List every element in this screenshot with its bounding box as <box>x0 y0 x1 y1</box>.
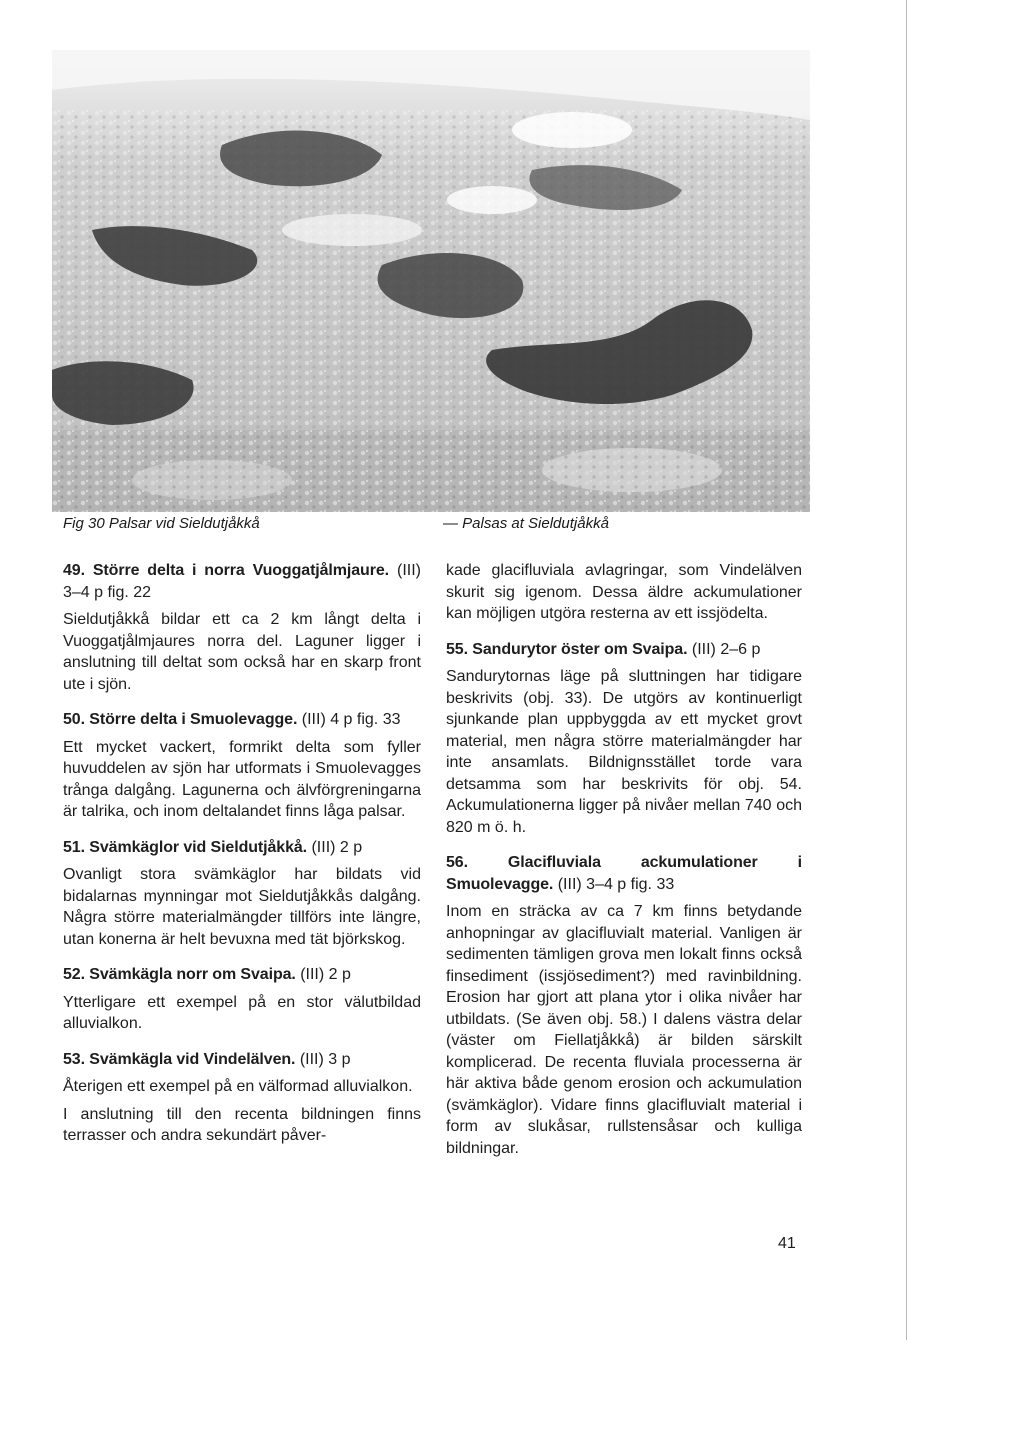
entry-heading: 53. Svämkägla vid Vindelälven. <box>63 1050 296 1068</box>
entry-heading: 55. Sandurytor öster om Svaipa. <box>446 640 688 658</box>
photo-illustration <box>52 50 810 512</box>
entry-52 <box>63 964 421 1035</box>
entry-heading-line <box>63 1049 421 1071</box>
entry-55 <box>446 639 802 839</box>
entry-heading-line <box>446 639 802 661</box>
entry-reference: (III) 2 p <box>295 966 351 983</box>
margin-rule <box>906 0 907 1340</box>
entry-reference: (III) 3 p <box>295 1050 351 1068</box>
entry-heading-line <box>446 852 802 895</box>
entry-50 <box>63 709 421 823</box>
entry-heading-line <box>63 837 421 859</box>
entry-heading: 51. Svämkäglor vid Sieldutjåkkå. <box>63 838 308 856</box>
entry-paragraph: Sandurytornas läge på sluttningen har tidigare beskrivits (obj. 33). De utgörs av kontinuerligt sjunkande plan uppbyggda av ett mycket grovt material, men några större materialmängder har inte ansamlats. Bildnignsstället torde vara detsamma som har beskrivits för obj. 54. Ackumulationerna ligger på nivåer mellan 740 och 820 m ö. h. <box>446 668 802 836</box>
entry-heading: 56. Glacifluviala ackumulationer i Smuolevagge. <box>446 854 802 893</box>
entry-49 <box>63 560 421 695</box>
entry-heading: 52. Svämkägla norr om Svaipa. <box>63 966 296 983</box>
entry-heading: 50. Större delta i Smuolevagge. <box>63 711 298 728</box>
aerial-photograph <box>52 50 810 512</box>
entry-reference: (III) 3–4 p fig. 33 <box>553 875 675 893</box>
entry-reference: (III) 2 p <box>307 838 363 856</box>
entry-paragraph: Ett mycket vackert, formrikt delta som fyller huvuddelen av sjön har utformats i Smuolevagges trånga dalgång. Lagunerna och älvförgreningarna är talrika, och inom deltalandet finns låga palsar. <box>63 738 421 820</box>
right-column <box>446 560 802 1173</box>
figure-caption-swedish: Fig 30 Palsar vid Sieldutjåkkå <box>63 515 260 532</box>
entry-56 <box>446 852 802 1159</box>
entry-51 <box>63 837 421 951</box>
entry-53 <box>63 1049 421 1147</box>
figure-caption-english: — Palsas at Sieldutjåkkå <box>443 515 609 532</box>
entry-paragraph: I anslutning till den recenta bildningen finns terrasser och andra sekundärt påver- <box>63 1105 421 1144</box>
entry-paragraph: Ovanligt stora svämkäglor har bildats vid bidalarnas mynningar mot Sieldutjåkkås dalgång. Några större materialmängder tillförs inte längre, utan konerna är helt bevuxna med tät björkskog. <box>63 866 421 948</box>
entry-paragraph: Återigen ett exempel på en välformad alluvialkon. <box>63 1078 413 1095</box>
entry-paragraph: Sieldutjåkkå bildar ett ca 2 km långt delta i Vuoggatjålmjaures norra del. Laguner ligger i anslutning till deltat som också har en skarp front ute i sjön. <box>63 611 421 693</box>
entry-reference: (III) 4 p fig. 33 <box>297 711 401 728</box>
entry-heading-line <box>63 964 421 986</box>
page-number: 41 <box>778 1235 796 1252</box>
entry-heading: 49. Större delta i norra Vuoggatjålmjaure. <box>63 562 389 579</box>
entry-heading-line <box>63 709 421 731</box>
continued-paragraph: kade glacifluviala avlagringar, som Vindelälven skurit sig igenom. Dessa äldre ackumulationer kan möjligen utgöra resterna av ett issjödelta. <box>446 562 802 622</box>
left-column <box>63 560 421 1161</box>
entry-reference: (III) 2–6 p <box>687 640 761 658</box>
entry-heading-line <box>63 560 421 603</box>
entry-reference: (III) 3–4 p fig. 22 <box>63 562 421 601</box>
entry-paragraph: Ytterligare ett exempel på en stor välutbildad alluvialkon. <box>63 993 421 1032</box>
entry-paragraph: Inom en sträcka av ca 7 km finns betydande anhopningar av glacifluvialt material. Vanligen är sedimenten tämligen grova men lokalt finns också finsediment (issjösediment?) med ravinbildning. Erosion har gjort att plana ytor i olika nivåer har utbildats. (Se även obj. 58.) I dalens västra delar (väster om Fiellatjåkkå) är bilden särskilt komplicerad. De recenta fluviala processerna är här aktiva både genom erosion och ackumulation (svämkäglor). Vidare finns glacifluvialt material i form av slukåsar, rullstensåsar och kulliga bildningar. <box>446 903 802 1157</box>
